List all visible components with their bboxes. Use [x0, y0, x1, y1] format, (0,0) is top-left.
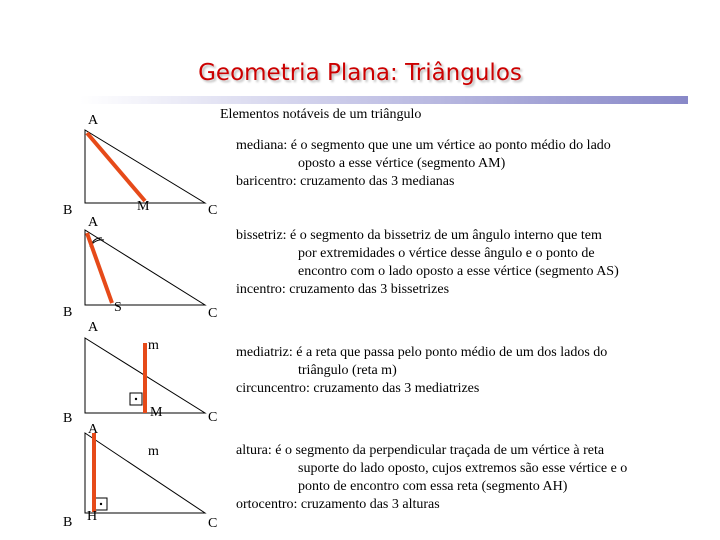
mediatriz-line-3: circuncentro: cruzamento das 3 mediatrizes	[236, 381, 480, 396]
fig4-line-m: m	[148, 444, 159, 459]
fig2-point-s: S	[114, 300, 122, 315]
fig2-vertex-a: A	[88, 215, 99, 230]
fig4-vertex-c: C	[208, 516, 218, 531]
fig3-line-m: m	[148, 338, 159, 353]
mediana-line-3: baricentro: cruzamento das 3 medianas	[236, 174, 455, 189]
altura-text	[236, 442, 627, 514]
fig1-point-m: M	[137, 199, 150, 214]
bissetriz-line-3: encontro com o lado oposto a esse vértice (segmento AS)	[298, 264, 619, 279]
page-title: Geometria Plana: Triângulos	[198, 60, 522, 86]
fig2-vertex-b: B	[63, 305, 73, 320]
mediana-line-2: oposto a esse vértice (segmento AM)	[298, 156, 506, 171]
bissetriz-text	[236, 227, 619, 299]
fig3-point-m: M	[150, 405, 163, 420]
fig3-vertex-c: C	[208, 410, 218, 425]
mediana-line-1: mediana: é o segmento que une um vértice ao ponto médio do lado	[236, 138, 611, 153]
subtitle: Elementos notáveis de um triângulo	[220, 107, 422, 122]
fig2-vertex-c: C	[208, 306, 218, 321]
fig4-vertex-a: A	[88, 422, 99, 437]
mediatriz-line-1: mediatriz: é a reta que passa pelo ponto médio de um dos lados do	[236, 345, 608, 360]
altura-line-4: ortocentro: cruzamento das 3 alturas	[236, 497, 440, 512]
right-angle-dot-h	[100, 503, 102, 505]
fig3-vertex-a: A	[88, 320, 99, 335]
triangle-median	[85, 130, 205, 203]
bissetriz-line-1: bissetriz: é o segmento da bissetriz de um ângulo interno que tem	[236, 228, 602, 243]
fig1-vertex-c: C	[208, 203, 218, 218]
mediana-text	[236, 137, 611, 191]
triangle-altitude	[85, 433, 205, 513]
right-angle-dot-m	[135, 398, 137, 400]
fig4-point-h: H	[87, 509, 98, 524]
fig1-vertex-b: B	[63, 203, 73, 218]
fig3-vertex-b: B	[63, 411, 73, 426]
median-segment-am	[87, 133, 145, 201]
bissetriz-line-4: incentro: cruzamento das 3 bissetrizes	[236, 282, 450, 297]
altura-line-1: altura: é o segmento da perpendicular traçada de um vértice à reta	[236, 443, 605, 458]
altura-line-2: suporte do lado oposto, cujos extremos são esse vértice e o	[298, 461, 628, 476]
triangle-bisector	[85, 230, 205, 305]
fig1-vertex-a: A	[88, 113, 99, 128]
altura-line-3: ponto de encontro com essa reta (segmento AH)	[298, 479, 568, 494]
bissetriz-line-2: por extremidades o vértice desse ângulo e o ponto de	[298, 246, 595, 261]
bisector-segment-as	[87, 233, 112, 303]
mediatriz-text	[236, 344, 607, 398]
fig4-vertex-b: B	[63, 515, 73, 530]
mediatriz-line-2: triângulo (reta m)	[298, 363, 397, 378]
